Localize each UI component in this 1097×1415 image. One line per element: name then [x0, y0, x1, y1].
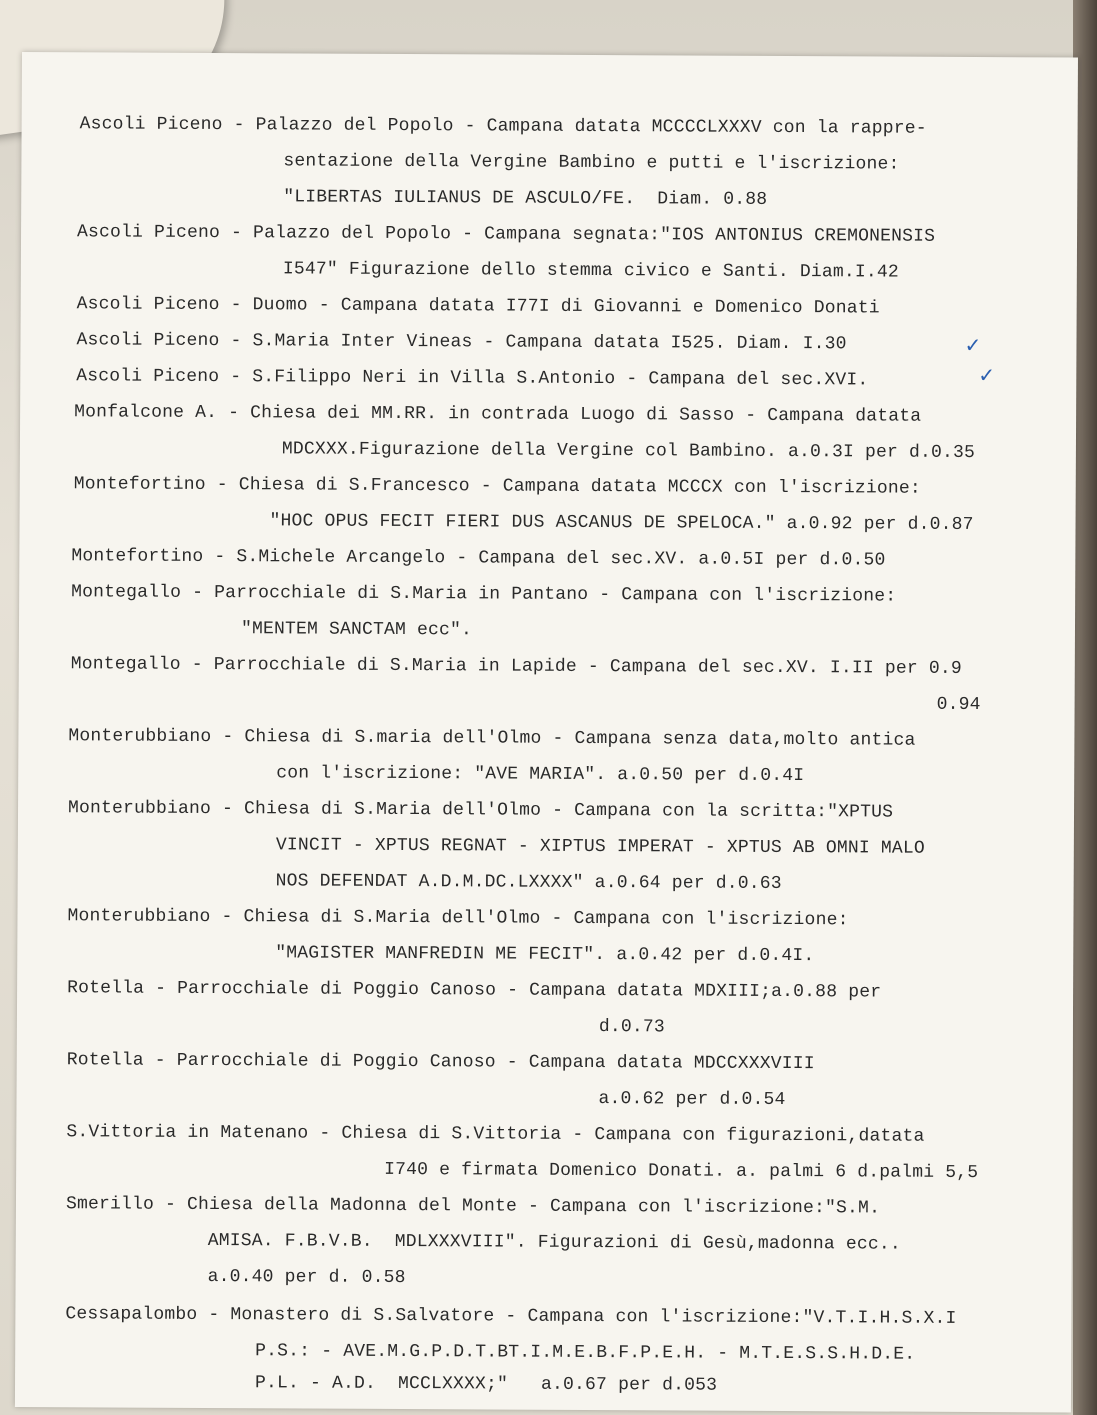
entry-smerillo: Smerillo - Chiesa della Madonna del Monte - Campana con l'iscrizione:"S.M.	[65, 1194, 881, 1219]
checkmark-icon: ✓	[978, 363, 996, 388]
typewritten-sheet	[15, 52, 1078, 1413]
entry-s-vittoria: S.Vittoria in Matenano - Chiesa di S.Vittoria - Campana con figurazioni,datata	[66, 1122, 925, 1147]
entry-rotella-1: Rotella - Parrocchiale di Poggio Canoso - Campana datata MDXIII;a.0.88 per	[67, 978, 882, 1003]
entry-rotella-2-line-2: a.0.62 per d.0.54	[598, 1089, 786, 1111]
entry-monterubbiano-1: Monterubbiano - Chiesa di S.maria dell'Olmo - Campana senza data,molto antica	[68, 726, 916, 751]
entry-ascoli-4: Ascoli Piceno - S.Maria Inter Vineas - Campana datata I525. Diam. I.30	[76, 330, 847, 355]
entry-montegallo-2: Montegallo - Parrocchiale di S.Maria in Lapide - Campana del sec.XV. I.II per 0.9	[70, 654, 962, 679]
entry-montefortino-1: Montefortino - Chiesa di S.Francesco - Campana datata MCCCX con l'iscrizione:	[73, 474, 921, 499]
entry-cessapalombo-line-2: P.S.: - AVE.M.G.P.D.T.BT.I.M.E.B.F.P.E.H. - M.T.E.S.S.H.D.E.	[255, 1341, 916, 1365]
entry-monterubbiano-3-line-2: "MAGISTER MANFREDIN ME FECIT". a.0.42 per d.0.4I.	[275, 943, 815, 967]
entry-montegallo-2-line-2: 0.94	[936, 694, 981, 716]
entry-smerillo-line-2: AMISA. F.B.V.B. MDLXXXVIII". Figurazioni di Gesù,madonna ecc..	[207, 1230, 901, 1255]
entry-monterubbiano-3: Monterubbiano - Chiesa di S.Maria dell'Olmo - Campana con l'iscrizione:	[67, 906, 849, 931]
checkmark-icon: ✓	[964, 332, 982, 358]
entry-monterubbiano-2-line-3: NOS DEFENDAT A.D.M.DC.LXXXX" a.0.64 per d.0.63	[275, 871, 782, 894]
entry-s-vittoria-line-2: I740 e firmata Domenico Donati. a. palmi 6 d.palmi 5,5	[384, 1159, 979, 1184]
entry-monterubbiano-2: Monterubbiano - Chiesa di S.Maria dell'Olmo - Campana con la scritta:"XPTUS	[67, 798, 894, 823]
entry-monterubbiano-1-line-2: con l'iscrizione: "AVE MARIA". a.0.50 per d.0.4I	[276, 763, 805, 787]
entry-smerillo-line-3: a.0.40 per d. 0.58	[207, 1266, 406, 1289]
entry-ascoli-1: Ascoli Piceno - Palazzo del Popolo - Campana datata MCCCCLXXXV con la rappre-	[79, 114, 927, 139]
entry-rotella-2: Rotella - Parrocchiale di Poggio Canoso - Campana datata MDCCXXXVIII	[66, 1050, 815, 1075]
entry-montefortino-1-line-2: "HOC OPUS FECIT FIERI DUS ASCANUS DE SPELOCA." a.0.92 per d.0.87	[269, 511, 974, 535]
entry-montegallo-1-line-2: "MENTEM SANCTAM ecc".	[240, 619, 473, 641]
entry-cessapalombo-line-3: P.L. - A.D. MCCLXXXX;" a.0.67 per d.053	[254, 1373, 718, 1396]
entry-montefortino-2: Montefortino - S.Michele Arcangelo - Campana del sec.XV. a.0.5I per d.0.50	[71, 546, 886, 571]
entry-ascoli-5: Ascoli Piceno - S.Filippo Neri in Villa S.Antonio - Campana del sec.XVI.	[76, 366, 869, 391]
entry-ascoli-2: Ascoli Piceno - Palazzo del Popolo - Campana segnata:"IOS ANTONIUS CREMONENSIS	[77, 222, 936, 247]
entry-ascoli-1-line-2: sentazione della Vergine Bambino e putti e l'iscrizione:	[283, 151, 900, 175]
entry-ascoli-1-line-3: "LIBERTAS IULIANUS DE ASCULO/FE. Diam. 0.88	[283, 187, 768, 210]
entry-monfalcone-line-2: MDCXXX.Figurazione della Vergine col Bambino. a.0.3I per d.0.35	[281, 439, 976, 463]
entry-ascoli-2-line-2: I547" Figurazione dello stemma civico e Santi. Diam.I.42	[282, 259, 900, 283]
entry-ascoli-3: Ascoli Piceno - Duomo - Campana datata I77I di Giovanni e Domenico Donati	[76, 294, 880, 319]
entry-rotella-1-line-2: d.0.73	[598, 1017, 665, 1038]
entry-cessapalombo: Cessapalombo - Monastero di S.Salvatore - Campana con l'iscrizione:"V.T.I.H.S.X.I	[65, 1304, 957, 1329]
entry-montegallo-1: Montegallo - Parrocchiale di S.Maria in Pantano - Campana con l'iscrizione:	[71, 582, 897, 607]
entry-monfalcone: Monfalcone A. - Chiesa dei MM.RR. in contrada Luogo di Sasso - Campana datata	[74, 402, 922, 427]
entry-monterubbiano-2-line-2: VINCIT - XPTUS REGNAT - XIPTUS IMPERAT - XPTUS AB OMNI MALO	[275, 835, 926, 859]
